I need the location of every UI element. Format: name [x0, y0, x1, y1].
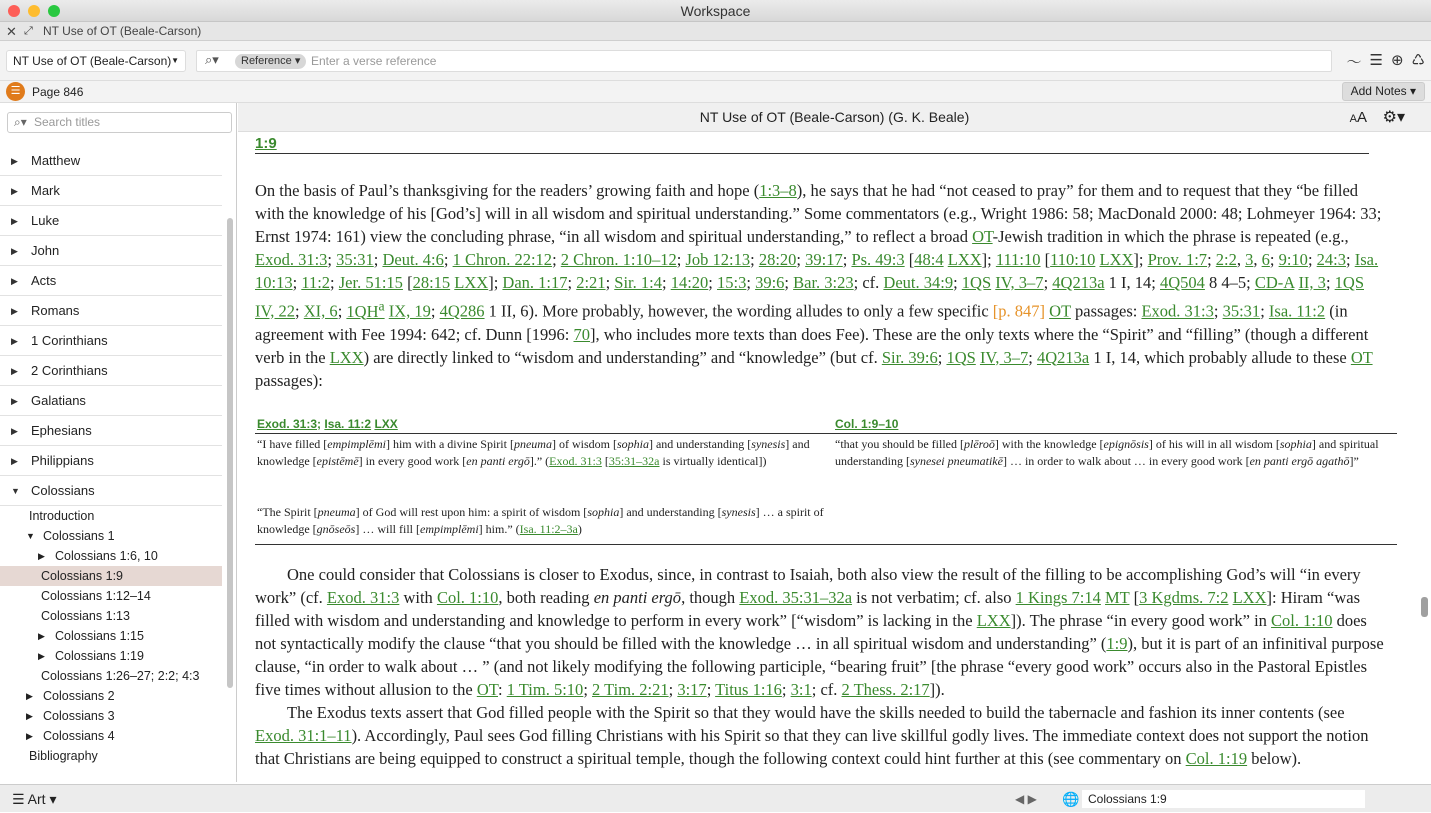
scripture-reference-link[interactable]: LXX	[976, 610, 1011, 630]
scripture-reference-link[interactable]: 39:6	[755, 273, 785, 292]
scripture-reference-link[interactable]: OT	[972, 227, 993, 246]
scripture-reference-link[interactable]: Isa. 11:2	[1268, 301, 1326, 321]
reference-filter-pill[interactable]: Reference ▾	[235, 54, 306, 69]
chevron-right-icon[interactable]: ▶	[38, 551, 45, 561]
comparison-header-row	[255, 416, 1397, 434]
paragraph-3: The Exodus texts assert that God filled people with the Spirit so that they would have the skills needed to build the tabernacle and fashion its inner contents (see Exod. 31:1–11). Accordingly, Paul sees God filling Christians with his Spirit so that they can live skillful godly lives. The immediate context does not support the notion that Christians are being equipped to construct a spiritual temple, though the following context could hint further at this (see commentary on Col. 1:19 below).	[255, 702, 1369, 768]
chevron-right-icon[interactable]: ▶	[11, 366, 18, 376]
scripture-reference-link[interactable]: 4Q213a	[1036, 347, 1090, 367]
scripture-reference-link[interactable]: OT	[1350, 347, 1373, 367]
scripture-reference-link[interactable]: Col. 1:19	[1185, 748, 1248, 768]
scripture-reference-link[interactable]: Exod. 31:3	[1141, 301, 1214, 321]
colossians-quote: “that you should be filled [plēroō] with the knowledge [epignōsis] of his will in all wisdom [sophia] and spiritual understanding [synesei pneumatikē] … in order to walk about … in every good work [en panti ergō agathō]”	[835, 436, 1379, 468]
sidebar-subitem[interactable]	[0, 686, 222, 706]
sidebar-subitem-label: Colossians 3	[43, 709, 115, 723]
scripture-reference-link[interactable]: Col. 1:10	[1271, 610, 1333, 630]
text-size-large-glyph: A	[1356, 109, 1367, 126]
scripture-reference-link[interactable]: 110:10	[1050, 250, 1096, 269]
scripture-reference-link[interactable]: II, 3	[1298, 273, 1326, 292]
chevron-right-icon[interactable]: ▶	[11, 156, 18, 166]
table-of-contents-icon[interactable]: ☰	[6, 82, 25, 101]
sidebar-subitem[interactable]	[0, 546, 222, 566]
sidebar-subitem-label: Colossians 4	[43, 729, 115, 743]
reference-filter-label: Reference	[241, 55, 292, 67]
sidebar-item-label: Acts	[31, 273, 57, 288]
scripture-reference-link[interactable]: Sir. 39:6	[881, 347, 938, 367]
ref-isa-11-2[interactable]: Isa. 11:2	[324, 416, 372, 431]
globe-icon[interactable]: 🌐	[1062, 791, 1080, 807]
sidebar-item-label: Philippians	[31, 453, 94, 468]
chevron-right-icon[interactable]: ▶	[26, 711, 33, 721]
exodus-quote: “I have filled [empimplēmi] him with a divine Spirit [pneuma] of wisdom [sophia] and understanding [synesis] and knowledge [epistēmē] in every good work [en panti ergō].” (Exod. 31:3 [35:31–32a is virtually identical]) “The Spirit [pneuma] of God will rest upon him: a spirit of wisdom [sophia] and understanding [synesis] … a spirit of knowledge [gnōseōs] … will fill [empimplēmi] him.” (Isa. 11:2–3a)	[257, 436, 824, 536]
scripture-reference-link[interactable]: Exod. 31:3	[255, 250, 328, 269]
search-icon[interactable]: ⌕▾	[205, 52, 219, 67]
toolbar-icons	[1347, 51, 1426, 72]
scripture-reference-link[interactable]: 2 Tim. 2:21	[592, 679, 669, 699]
scripture-reference-link[interactable]: 28:15	[412, 273, 451, 292]
scripture-reference-link[interactable]: 111:10	[995, 250, 1041, 269]
sidebar-subitem[interactable]	[0, 506, 222, 526]
wave-icon[interactable]: 〜	[1346, 54, 1362, 71]
scripture-reference-link[interactable]: Job 12:13	[685, 250, 751, 269]
comparison-table	[255, 416, 1397, 540]
tab-bar	[0, 22, 1431, 41]
sidebar-subitem[interactable]	[0, 706, 222, 726]
sidebar-subitem-label: Colossians 1:13	[41, 609, 130, 623]
scripture-reference-link[interactable]: Prov. 1:7	[1147, 250, 1208, 269]
main-pane	[238, 103, 1431, 782]
scripture-reference-link[interactable]: 70	[573, 324, 590, 344]
scripture-reference-link[interactable]: 2 Chron. 1:10–12	[560, 250, 677, 269]
sidebar-item-ephesians[interactable]	[0, 416, 222, 446]
scripture-reference-link[interactable]: 4Q286	[439, 301, 485, 321]
sidebar-subitem[interactable]	[0, 726, 222, 746]
scripture-reference-link[interactable]: Exod. 35:31–32a	[739, 587, 853, 607]
sidebar-subitem-label: Colossians 1:9	[41, 569, 123, 583]
chevron-right-icon[interactable]: ▶	[38, 651, 45, 661]
scripture-reference-link[interactable]: IV, 3–7	[979, 347, 1029, 367]
ref-col-1-9-10[interactable]: Col. 1:9–10	[835, 416, 899, 431]
sidebar-item-philippians[interactable]	[0, 446, 222, 476]
scripture-reference-link[interactable]: 2 Thess. 2:17	[841, 679, 930, 699]
scripture-reference-link[interactable]: 9:10	[1278, 250, 1308, 269]
scripture-reference-link[interactable]: Bar. 3:23	[793, 273, 854, 292]
sidebar-item-luke[interactable]	[0, 206, 222, 236]
title-search-field[interactable]	[7, 112, 232, 133]
scripture-reference-link[interactable]: 2:2	[1215, 250, 1237, 269]
scripture-reference-link[interactable]: $1QH^a$	[346, 298, 385, 321]
scripture-reference-link[interactable]: Sir. 1:4	[614, 273, 662, 292]
chevron-right-icon[interactable]: ▶	[11, 336, 18, 346]
sidebar-item-label: Luke	[31, 213, 60, 228]
sidebar-item-romans[interactable]	[0, 296, 222, 326]
sidebar	[0, 103, 237, 782]
close-tab-icon[interactable]: ✕	[6, 24, 17, 39]
sidebar-subitem[interactable]	[0, 526, 222, 546]
content-scrollbar[interactable]	[1421, 597, 1428, 617]
sidebar-item-label: Colossians	[31, 483, 95, 498]
scripture-reference-link[interactable]: 1QS	[961, 273, 992, 292]
scripture-reference-link[interactable]: 1QS	[946, 347, 976, 367]
sidebar-item-label: 2 Corinthians	[31, 363, 108, 378]
scripture-reference-link[interactable]: Isa. 11:2–3a	[519, 521, 578, 536]
scripture-reference-link[interactable]: IV, 3–7	[995, 273, 1044, 292]
scripture-reference-link[interactable]: 35:31	[1222, 301, 1261, 321]
close-window-icon[interactable]	[8, 5, 20, 17]
title-search-placeholder: Search titles	[34, 115, 101, 129]
scripture-reference-link[interactable]: 14:20	[670, 273, 709, 292]
scripture-reference-link[interactable]: 1:3–8	[759, 181, 797, 200]
scripture-reference-link[interactable]: Col. 1:10	[436, 587, 499, 607]
sidebar-subitem[interactable]	[0, 626, 222, 646]
history-nav[interactable]: ◀ ▶	[1015, 792, 1037, 806]
section-heading[interactable]: 1:9	[255, 132, 1369, 154]
chevron-right-icon[interactable]: ▶	[11, 216, 18, 226]
sidebar-item-mark[interactable]	[0, 176, 222, 206]
sidebar-subitem-label: Colossians 1	[43, 529, 115, 543]
page-number: Page 846	[32, 85, 84, 99]
sidebar-item-2-corinthians[interactable]	[0, 356, 222, 386]
mode-selector[interactable]: ☰ Art ▾	[12, 791, 57, 807]
scripture-reference-link[interactable]: 4Q213a	[1052, 273, 1105, 292]
sidebar-item-galatians[interactable]	[0, 386, 222, 416]
article-content	[255, 132, 1385, 770]
sidebar-item-matthew[interactable]	[0, 146, 222, 176]
sidebar-subitem-label: Introduction	[29, 509, 95, 523]
sidebar-subitem-label: Colossians 1:12–14	[41, 589, 151, 603]
sidebar-subitem-label: Colossians 1:19	[55, 649, 144, 663]
header-separator: ;	[317, 416, 325, 431]
window-title: Workspace	[680, 3, 751, 19]
toolbar	[0, 41, 1431, 81]
sidebar-item-label: Ephesians	[31, 423, 92, 438]
chevron-right-icon[interactable]: ▶	[26, 731, 33, 741]
chevron-right-icon[interactable]: ▶	[11, 456, 18, 466]
scripture-reference-link[interactable]: LXX	[1232, 587, 1267, 607]
scripture-reference-link[interactable]: Isa. 10:13	[255, 250, 1379, 292]
zoom-window-icon[interactable]	[48, 5, 60, 17]
resource-header	[238, 103, 1431, 132]
chevron-right-icon[interactable]: ▶	[38, 631, 45, 641]
scripture-reference-link[interactable]: 35:31	[336, 250, 374, 269]
scripture-reference-link[interactable]: OT	[476, 679, 498, 699]
location-field[interactable]: Colossians 1:9	[1082, 790, 1365, 808]
scripture-reference-link[interactable]: XI, 6	[303, 301, 338, 321]
scripture-reference-link[interactable]: Titus 1:16	[715, 679, 782, 699]
status-bar	[0, 784, 1431, 812]
table-divider	[255, 544, 1397, 545]
traffic-lights[interactable]	[8, 5, 60, 17]
ref-lxx[interactable]: LXX	[374, 416, 398, 431]
chevron-right-icon[interactable]: ▶	[26, 691, 33, 701]
scripture-reference-link[interactable]: 1:9	[1106, 633, 1128, 653]
sidebar-subitem-label: Colossians 1:15	[55, 629, 144, 643]
sidebar-item-colossians[interactable]	[0, 476, 222, 506]
sidebar-subitem-label: Colossians 1:6, 10	[55, 549, 158, 563]
paragraph-1: On the basis of Paul’s thanksgiving for the readers’ growing faith and hope (1:3–8), he says that he had “not ceased to pray” for them and to request that they “be filled with the knowledge of his [God’s] will in all wisdom and spiritual understanding.” Some commentators (e.g., Wright 1986: 58; MacDonald 2000: 48; Lohmeyer 1964: 33; Ernst 1974: 161) view the concluding phrase, “in all wisdom and spiritual understanding,” to reflect a broad OT-Jewish tradition in which the phrase is repeated (e.g., Exod. 31:3; 35:31; Deut. 4:6; 1 Chron. 22:12; 2 Chron. 1:10–12; Job 12:13; 28:20; 39:17; Ps. 49:3 [48:4 LXX]; 111:10 [110:10 LXX]; Prov. 1:7; 2:2, 3, 6; 9:10; 24:3; Isa. 10:13; 11:2; Jer. 51:15 [28:15 LXX]; Dan. 1:17; 2:21; Sir. 1:4; 14:20; 15:3; 39:6; Bar. 3:23; cf. Deut. 34:9; 1QS IV, 3–7; 4Q213a 1 I, 14; 4Q504 8 4–5; CD-A II, 3; 1QS IV, 22; XI, 6; $1QH^a$ IX, 19; 4Q286 1 II, 6). More probably, however, the wording alludes to only a few specific [p. 847] OT passages: Exod. 31:3; 35:31; Isa. 11:2 (in agreement with Fee 1994: 642; cf. Dunn [1996: 70], who includes more texts than does Fee). These are the only texts where the “Spirit” and “filling” (though a different verb in the LXX) are directly linked to “wisdom and understanding” and “knowledge” (but cf. Sir. 39:6; 1QS IV, 3–7; 4Q213a 1 I, 14, which probably allude to these OT passages):	[255, 181, 1382, 390]
scripture-reference-link[interactable]: 3:17	[677, 679, 707, 699]
scripture-reference-link[interactable]: 11:2	[301, 273, 331, 292]
sidebar-subitem[interactable]	[0, 586, 222, 606]
sidebar-subitem-label: Colossians 1:26–27; 2:2; 4:3	[41, 669, 200, 683]
sidebar-item-label: 1 Corinthians	[31, 333, 108, 348]
comparison-header-left	[255, 416, 833, 434]
scripture-reference-link[interactable]: CD-A	[1254, 273, 1295, 292]
scripture-reference-link[interactable]: 35:31–32a	[608, 453, 660, 468]
chevron-down-icon[interactable]: ▼	[11, 486, 20, 496]
page-bar	[0, 81, 1431, 103]
tab-title[interactable]: NT Use of OT (Beale-Carson)	[43, 24, 202, 38]
sidebar-item-label: Matthew	[31, 153, 81, 168]
sidebar-subitem[interactable]	[0, 666, 222, 686]
scripture-reference-link[interactable]: 1 Kings 7:14	[1015, 587, 1101, 607]
sidebar-item-label: Galatians	[31, 393, 86, 408]
window-titlebar	[0, 0, 1431, 22]
scripture-reference-link[interactable]: LXX	[454, 273, 489, 292]
scripture-reference-link[interactable]: OT	[1049, 301, 1071, 321]
text-size-small-glyph: A	[1349, 113, 1357, 125]
sidebar-subitem[interactable]	[0, 746, 222, 766]
chevron-down-icon: ▼	[171, 56, 179, 65]
scripture-reference-link[interactable]: IX, 19	[388, 301, 431, 321]
sidebar-subitem[interactable]	[0, 566, 222, 586]
scripture-reference-link[interactable]: 48:4	[914, 250, 944, 269]
sidebar-item-label: John	[31, 243, 60, 258]
sidebar-item-label: Romans	[31, 303, 80, 318]
search-icon: ⌕▾	[14, 115, 27, 129]
scripture-reference-link[interactable]: 1 Tim. 5:10	[506, 679, 584, 699]
chevron-right-icon[interactable]: ▶	[11, 426, 18, 436]
chevron-right-icon[interactable]: ▶	[11, 246, 18, 256]
chevron-down-icon[interactable]: ▼	[26, 531, 35, 541]
sidebar-subitem-label: Bibliography	[29, 749, 98, 763]
scripture-reference-link[interactable]: Dan. 1:17	[502, 273, 568, 292]
resource-selector[interactable]	[6, 50, 186, 72]
scripture-reference-link[interactable]: IV, 22	[255, 301, 296, 321]
scripture-reference-link[interactable]: 4Q504	[1160, 273, 1205, 292]
scripture-reference-link[interactable]: Exod. 31:1–11	[255, 725, 352, 745]
mode-label: Art	[27, 791, 46, 807]
recycle-icon[interactable]: ♺	[1411, 52, 1425, 69]
reference-search-box[interactable]	[196, 50, 1332, 72]
ref-exod-31-3[interactable]: Exod. 31:3	[257, 416, 318, 431]
scripture-reference-link[interactable]: Deut. 4:6	[382, 250, 444, 269]
resource-selector-label: NT Use of OT (Beale-Carson)	[13, 54, 172, 68]
scripture-reference-link[interactable]: Exod. 31:3	[326, 587, 400, 607]
expand-icon[interactable]: ⤢	[24, 25, 33, 37]
chevron-right-icon[interactable]: ▶	[11, 396, 18, 406]
minimize-window-icon[interactable]	[28, 5, 40, 17]
scripture-reference-link[interactable]: 3 Kgdms. 7:2	[1139, 587, 1229, 607]
scripture-reference-link[interactable]: 2:21	[576, 273, 606, 292]
scripture-reference-link[interactable]: 3:1	[790, 679, 812, 699]
search-input[interactable]: Enter a verse reference	[311, 54, 437, 68]
scripture-reference-link[interactable]: MT	[1105, 587, 1130, 607]
sidebar-item-label: Mark	[31, 183, 60, 198]
sidebar-item-john[interactable]	[0, 236, 222, 266]
chevron-right-icon[interactable]: ▶	[11, 306, 18, 316]
add-notes-label: Add Notes	[1350, 84, 1407, 98]
list-icon[interactable]: ☰	[1369, 52, 1383, 69]
sidebar-scrollbar[interactable]	[227, 218, 233, 688]
chevron-right-icon[interactable]: ▶	[11, 186, 18, 196]
scripture-reference-link[interactable]: Jer. 51:15	[338, 273, 403, 292]
table-row	[255, 433, 1397, 540]
paragraph-2: One could consider that Colossians is closer to Exodus, since, in contrast to Isaiah, both also view the result of the filling to be accomplishing God’s will “in every work” (cf. Exod. 31:3 with Col. 1:10, both reading en panti ergō, though Exod. 35:31–32a is not verbatim; cf. also 1 Kings 7:14 MT [3 Kgdms. 7:2 LXX]: Hiram “was filled with wisdom and understanding and knowledge to perform in every work” [“wisdom” is lacking in the LXX]). The phrase “in every good work” in Col. 1:10 does not syntactically modify the clause “that you should be filled with the knowledge … in all spiritual wisdom and understanding” (1:9), but it is part of an infinitival purpose clause, “in order to walk about … ” (and not likely modifying the following participle, “bearing fruit” [the phrase “every good work” occurs also in the Pastoral Epistles five times without allusion to the OT: 1 Tim. 5:10; 2 Tim. 2:21; 3:17; Titus 1:16; 3:1; cf. 2 Thess. 2:17]).	[255, 564, 1384, 699]
scripture-reference-link[interactable]: 6	[1261, 250, 1270, 269]
gear-icon[interactable]: ⚙▾	[1382, 109, 1405, 126]
toc-tree	[0, 146, 222, 766]
scripture-reference-link[interactable]: LXX	[1099, 250, 1134, 269]
text-size-icon[interactable]	[1350, 103, 1367, 134]
scripture-reference-link[interactable]: 39:17	[805, 250, 843, 269]
sidebar-subitem-label: Colossians 2	[43, 689, 115, 703]
scripture-reference-link[interactable]: Deut. 34:9	[883, 273, 954, 292]
add-circle-icon[interactable]: ⊕	[1390, 52, 1404, 69]
sidebar-subitem[interactable]	[0, 646, 222, 666]
scripture-reference-link[interactable]: 24:3	[1316, 250, 1346, 269]
scripture-reference-link[interactable]: Ps. 49:3	[851, 250, 905, 269]
scripture-reference-link[interactable]: LXX	[947, 250, 982, 269]
scripture-reference-link[interactable]: LXX	[329, 347, 364, 367]
comparison-header-right	[833, 416, 1397, 434]
add-notes-button[interactable]: Add Notes ▾	[1342, 82, 1425, 101]
scripture-reference-link[interactable]: 3	[1245, 250, 1254, 269]
scripture-reference-link[interactable]: 15:3	[717, 273, 747, 292]
scripture-reference-link[interactable]: 1 Chron. 22:12	[452, 250, 553, 269]
sidebar-item-acts[interactable]	[0, 266, 222, 296]
scripture-reference-link[interactable]: 28:20	[758, 250, 797, 269]
sidebar-item-1-corinthians[interactable]	[0, 326, 222, 356]
sidebar-subitem[interactable]	[0, 606, 222, 626]
scripture-reference-link[interactable]: Exod. 31:3	[549, 453, 602, 468]
scripture-reference-link[interactable]: 1QS	[1334, 273, 1364, 292]
chevron-right-icon[interactable]: ▶	[11, 276, 18, 286]
resource-title: NT Use of OT (Beale-Carson) (G. K. Beale)	[699, 109, 970, 125]
